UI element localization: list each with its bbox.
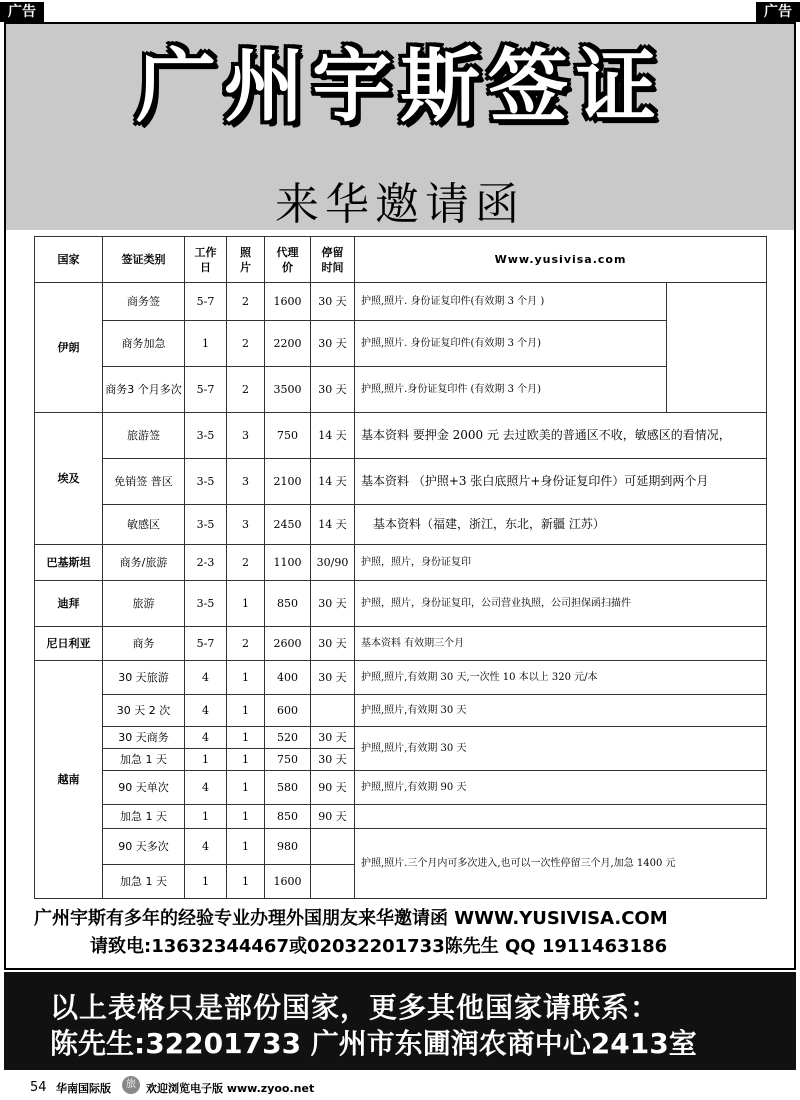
agency-price: 750 (265, 749, 311, 771)
table-row (35, 627, 767, 661)
photo-count: 2 (227, 321, 265, 367)
table-header-row (35, 237, 767, 283)
country-vietnam: 越南 (35, 661, 103, 899)
country-egypt: 埃及 (35, 413, 103, 545)
stay-duration (311, 865, 355, 899)
work-days: 4 (185, 771, 227, 805)
table-row (35, 727, 767, 749)
requirements: 护照,照片. 身份证复印件(有效期 3 个月 ) (355, 283, 667, 321)
work-days: 4 (185, 829, 227, 865)
requirements: 护照,照片,有效期 90 天 (355, 771, 767, 805)
header-banner (6, 24, 794, 230)
requirements: 基本资料 有效期三个月 (355, 627, 767, 661)
photo-count: 1 (227, 829, 265, 865)
visa-type: 商务/旅游 (103, 545, 185, 581)
stay-duration: 14 天 (311, 505, 355, 545)
photo-count: 1 (227, 695, 265, 727)
country-nigeria: 尼日利亚 (35, 627, 103, 661)
agency-price: 2100 (265, 459, 311, 505)
stay-duration: 30 天 (311, 283, 355, 321)
stay-duration: 30 天 (311, 749, 355, 771)
company-title: 广州宇斯签证 (136, 40, 664, 133)
agency-price: 850 (265, 581, 311, 627)
table-row (35, 695, 767, 727)
requirements: 基本资料 要押金 2000 元 去过欧美的普通区不收，敏感区的看情况， (355, 413, 767, 459)
visa-price-table (34, 236, 767, 899)
work-days: 1 (185, 805, 227, 829)
work-days: 4 (185, 695, 227, 727)
table-row (35, 367, 767, 413)
publication-logo-icon: 旅 (122, 1076, 140, 1094)
country-iran: 伊朗 (35, 283, 103, 413)
photo-count: 2 (227, 367, 265, 413)
ad-label-left: 广告 (0, 2, 44, 22)
agency-price: 1600 (265, 865, 311, 899)
contact-banner (4, 972, 796, 1070)
visa-type: 商务加急 (103, 321, 185, 367)
photo-count: 3 (227, 413, 265, 459)
requirements: 基本资料 （护照+3 张白底照片+身份证复印件）可延期到两个月 (355, 459, 767, 505)
requirements: 基本资料（福建，浙江，东北，新疆 江苏） (355, 505, 767, 545)
photo-count: 1 (227, 661, 265, 695)
stay-duration: 30 天 (311, 581, 355, 627)
work-days: 4 (185, 661, 227, 695)
agency-price: 520 (265, 727, 311, 749)
table-row (35, 771, 767, 805)
photo-count: 2 (227, 545, 265, 581)
welcome-link[interactable]: 欢迎浏览电子版 www.zyoo.net (146, 1082, 315, 1095)
more-countries-text: 以上表格只是部份国家，更多其他国家请联系： (50, 991, 660, 1024)
visa-type: 加急 1 天 (103, 749, 185, 771)
agency-price: 3500 (265, 367, 311, 413)
header-country: 国家 (35, 237, 103, 283)
experience-line: 广州宇斯有多年的经验专业办理外国朋友来华邀请函 WWW.YUSIVISA.COM (34, 908, 668, 929)
table-row (35, 321, 767, 367)
table-row (35, 459, 767, 505)
table-row (35, 829, 767, 865)
photo-count: 2 (227, 627, 265, 661)
requirements: 护照，照片，身份证复印，公司营业执照，公司担保函扫描件 (355, 581, 767, 627)
work-days: 3-5 (185, 459, 227, 505)
agency-price: 750 (265, 413, 311, 459)
country-dubai: 迪拜 (35, 581, 103, 627)
stay-duration: 14 天 (311, 413, 355, 459)
phone-line: 请致电:13632344467或02032201733陈先生 QQ 1911463186 (90, 936, 668, 957)
stay-duration (311, 829, 355, 865)
agency-price: 2200 (265, 321, 311, 367)
stay-duration: 30 天 (311, 627, 355, 661)
requirements: 护照,照片.身份证复印件 (有效期 3 个月) (355, 367, 667, 413)
stay-duration: 30/90 (311, 545, 355, 581)
ad-label-right: 广告 (756, 2, 800, 22)
visa-type: 30 天商务 (103, 727, 185, 749)
stay-duration: 30 天 (311, 661, 355, 695)
visa-type: 30 天 2 次 (103, 695, 185, 727)
work-days: 4 (185, 727, 227, 749)
stay-duration: 30 天 (311, 367, 355, 413)
table-row (35, 413, 767, 459)
table-row (35, 661, 767, 695)
photo-count: 1 (227, 865, 265, 899)
requirements: 护照,照片. 身份证复印件(有效期 3 个月) (355, 321, 667, 367)
work-days: 5-7 (185, 627, 227, 661)
stay-duration: 90 天 (311, 771, 355, 805)
visa-type: 免销签 普区 (103, 459, 185, 505)
agency-price: 2450 (265, 505, 311, 545)
agency-price: 580 (265, 771, 311, 805)
visa-type: 90 天多次 (103, 829, 185, 865)
photo-count: 2 (227, 283, 265, 321)
country-pakistan: 巴基斯坦 (35, 545, 103, 581)
header-work-days: 工作 日 (185, 237, 227, 283)
stay-duration: 30 天 (311, 321, 355, 367)
work-days: 5-7 (185, 367, 227, 413)
agency-price: 1600 (265, 283, 311, 321)
photo-count: 1 (227, 727, 265, 749)
table-row (35, 283, 767, 321)
table-row (35, 505, 767, 545)
visa-type: 商务 (103, 627, 185, 661)
visa-type: 90 天单次 (103, 771, 185, 805)
agency-price: 980 (265, 829, 311, 865)
photo-count: 3 (227, 505, 265, 545)
table-row (35, 805, 767, 829)
header-stay: 停留 时间 (311, 237, 355, 283)
photo-count: 1 (227, 805, 265, 829)
contact-address-text: 陈先生:32201733 广州市东圃润农商中心2413室 (50, 1027, 697, 1060)
agency-price: 1100 (265, 545, 311, 581)
agency-price: 2600 (265, 627, 311, 661)
visa-type: 加急 1 天 (103, 865, 185, 899)
header-website: Www.yusivisa.com (355, 237, 767, 283)
visa-type: 旅游 (103, 581, 185, 627)
blank-cell (667, 283, 767, 413)
work-days: 3-5 (185, 413, 227, 459)
work-days: 1 (185, 749, 227, 771)
page-number: 54 (30, 1080, 47, 1095)
visa-type: 商务3 个月多次 (103, 367, 185, 413)
agency-price: 850 (265, 805, 311, 829)
work-days: 2-3 (185, 545, 227, 581)
requirements: 护照,照片,有效期 30 天 (355, 727, 767, 771)
photo-count: 1 (227, 771, 265, 805)
requirements: 护照,照片,有效期 30 天,一次性 10 本以上 320 元/本 (355, 661, 767, 695)
service-subtitle: 来华邀请函 (275, 179, 525, 230)
stay-duration: 90 天 (311, 805, 355, 829)
header-photos: 照 片 (227, 237, 265, 283)
stay-duration: 14 天 (311, 459, 355, 505)
requirements (355, 805, 767, 829)
requirements: 护照,照片,有效期 30 天 (355, 695, 767, 727)
table-row (35, 545, 767, 581)
visa-type: 加急 1 天 (103, 805, 185, 829)
photo-count: 1 (227, 749, 265, 771)
table-row (35, 581, 767, 627)
header-visa-type: 签证类别 (103, 237, 185, 283)
work-days: 3-5 (185, 505, 227, 545)
agency-price: 400 (265, 661, 311, 695)
stay-duration (311, 695, 355, 727)
visa-type: 商务签 (103, 283, 185, 321)
work-days: 1 (185, 865, 227, 899)
visa-type: 敏感区 (103, 505, 185, 545)
page-footer (0, 1072, 800, 1100)
photo-count: 1 (227, 581, 265, 627)
work-days: 3-5 (185, 581, 227, 627)
header-price: 代理 价 (265, 237, 311, 283)
requirements: 护照，照片，身份证复印 (355, 545, 767, 581)
photo-count: 3 (227, 459, 265, 505)
work-days: 5-7 (185, 283, 227, 321)
requirements: 护照,照片.三个月内可多次进入,也可以一次性停留三个月,加急 1400 元 (355, 829, 767, 899)
agency-price: 600 (265, 695, 311, 727)
stay-duration: 30 天 (311, 727, 355, 749)
work-days: 1 (185, 321, 227, 367)
visa-type: 旅游签 (103, 413, 185, 459)
publication-name: 华南国际版 (56, 1082, 111, 1095)
visa-type: 30 天旅游 (103, 661, 185, 695)
